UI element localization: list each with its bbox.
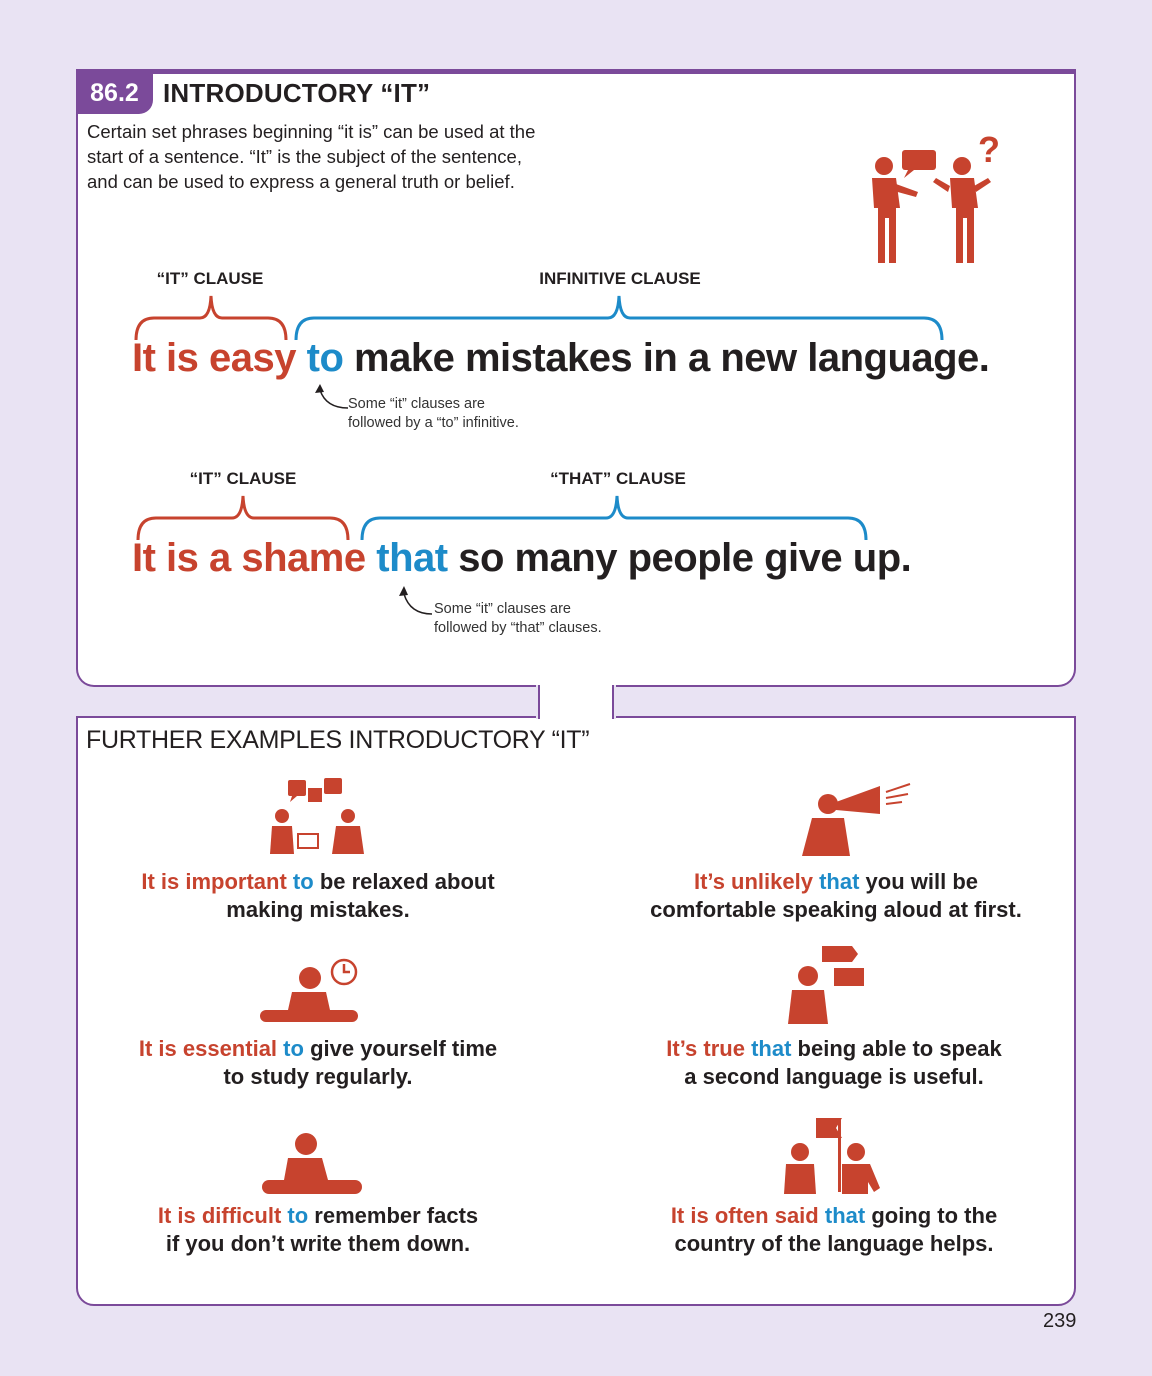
example-unlikely-link: that [819,869,860,894]
example-essential-link: to [283,1036,304,1061]
infinitive-marker: to [306,336,344,380]
note-1-line-2: followed by a “to” infinitive. [348,415,519,431]
example-often-said [671,1202,997,1258]
example-essential-line2: to study regularly. [223,1064,413,1089]
note-2-line-1: Some “it” clauses are [434,601,571,617]
example-important [141,868,494,924]
note-1-line-1: Some “it” clauses are [348,396,485,412]
example-often-said-line2: country of the language helps. [674,1231,994,1256]
infinitive-clause-text: make mistakes in a new language. [354,336,990,380]
example-sentence-2 [132,536,911,581]
example-important-link: to [292,869,314,894]
page-number: 239 [1043,1310,1077,1332]
example-essential-it: It is essential [138,1036,278,1061]
example-difficult-rest: remember facts [314,1203,479,1228]
brace-infinitive [294,292,944,342]
it-clause-label-2: “IT” CLAUSE [189,469,297,488]
example-essential-rest: give yourself time [310,1036,498,1061]
it-clause-label-1: “IT” CLAUSE [156,269,264,288]
example-unlikely-line2: comfortable speaking aloud at first. [650,897,1022,922]
it-clause-text-2: It is a shame [132,536,366,580]
example-unlikely [650,868,1022,924]
study-clock-icon [260,956,360,1026]
example-sentence-1 [132,336,989,381]
example-unlikely-rest: you will be [865,869,979,894]
arrow-note-1 [312,384,352,414]
example-difficult-link: to [287,1203,309,1228]
section-title: INTRODUCTORY “IT” [163,78,431,108]
brace-it-2 [136,492,350,542]
arrow-note-2 [396,586,436,620]
section-number-badge: 86.2 [76,72,153,114]
it-clause-text-1: It is easy [132,336,297,380]
example-true-it: It’s true [666,1036,745,1061]
that-marker: that [376,536,448,580]
example-important-rest: be relaxed about [319,869,495,894]
panel-connector [538,685,614,719]
example-often-said-rest: going to the [871,1203,998,1228]
brace-it-1 [134,292,288,342]
note-1 [348,395,519,433]
example-difficult-it: It is difficult [157,1203,282,1228]
discussion-icon [266,778,376,858]
that-clause-text: so many people give up. [458,536,912,580]
megaphone-icon [798,782,914,858]
example-difficult-line2: if you don’t write them down. [165,1231,471,1256]
intro-paragraph: Certain set phrases beginning “it is” can be used at the start of a sentence. “It” is the subject of the sentence, and can be used to express a general truth or belief. [87,121,536,192]
writing-icon [262,1132,362,1196]
note-2-line-2: followed by “that” clauses. [434,620,602,636]
example-true-line2: a second language is useful. [684,1064,984,1089]
example-true-rest: being able to speak [797,1036,1002,1061]
example-true-link: that [751,1036,792,1061]
example-important-it: It is important [141,869,287,894]
infinitive-clause-label: INFINITIVE CLAUSE [539,269,701,288]
brace-that [360,492,870,542]
example-true [666,1035,1001,1091]
flag-travel-icon [780,1114,884,1196]
example-difficult [158,1202,478,1258]
that-clause-label: “THAT” CLAUSE [550,469,686,488]
note-2 [434,600,602,638]
speaking-icon [784,942,868,1028]
conversation-icon [860,130,1000,270]
example-essential [139,1035,497,1091]
further-examples-title: FURTHER EXAMPLES INTRODUCTORY “IT” [86,726,590,754]
example-often-said-link: that [824,1203,866,1228]
example-often-said-it: It is often said [670,1203,819,1228]
example-important-line2: making mistakes. [226,897,410,922]
svg-text:?: ? [978,129,1000,170]
example-unlikely-it: It’s unlikely [693,869,813,894]
